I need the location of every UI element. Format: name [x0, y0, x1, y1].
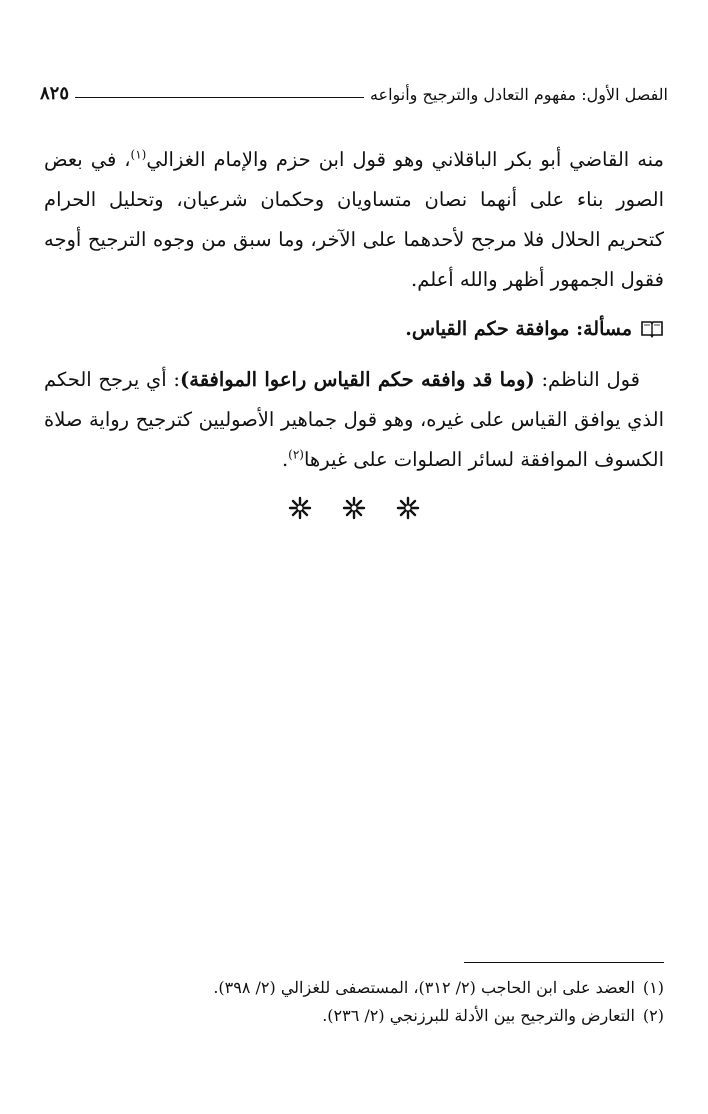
footnote-text: التعارض والترجيح بين الأدلة للبرزنجي (٢/ ٢٣٦).	[322, 1006, 635, 1025]
paragraph-2-text-a: : أي يرجح الحكم الذي يوافق القياس على غيره، وهو قول جماهير الأصوليين كترجيح رواية صلاة الكسوف الموافقة لسائر الصلوات على غيرها	[44, 368, 664, 471]
paragraph-1	[44, 140, 664, 300]
footnote-1	[44, 974, 664, 1002]
page-number: ٨٢٥	[40, 83, 70, 104]
open-book-icon	[640, 320, 664, 338]
section-heading-text: مسألة: موافقة حكم القياس.	[405, 318, 632, 340]
paragraph-2-text-b: .	[281, 448, 289, 471]
footnote-text: العضد على ابن الحاجب (٢/ ٣١٢)، المستصفى للغزالي (٢/ ٣٩٨).	[213, 978, 635, 997]
footnote-rule	[464, 962, 664, 963]
running-title: الفصل الأول: مفهوم التعادل والترجيح وأنواعه	[369, 85, 668, 104]
asterisk-flower-icon	[288, 496, 312, 520]
header-rule	[75, 97, 364, 98]
footnote-number: (٢)	[642, 1006, 664, 1025]
footnotes	[44, 974, 664, 1030]
paragraph-1-text-a: منه القاضي أبو بكر الباقلاني وهو قول ابن حزم والإمام الغزالي	[146, 148, 664, 171]
poem-quote: (وما قد وافقه حكم القياس راعوا الموافقة)	[180, 368, 535, 391]
asterisk-flower-icon	[342, 496, 366, 520]
running-head	[40, 76, 668, 104]
footnote-2	[44, 1002, 664, 1030]
paragraph-2	[44, 360, 664, 480]
paragraph-1-text-b: ، في بعض الصور بناء على أنهما نصان متساويان وحكمان شرعيان، وتحليل الحرام كتحريم الحلال فلا مرجح لأحدهما على الآخر، وما سبق من وجوه الترجيح أوجه فقول الجمهور أظهر والله أعلم.	[44, 148, 664, 291]
footnote-ref-2[interactable]: (٢)	[288, 447, 304, 462]
section-divider	[0, 496, 708, 520]
section-heading	[44, 318, 664, 340]
asterisk-flower-icon	[396, 496, 420, 520]
footnote-ref-1[interactable]: (١)	[130, 147, 147, 162]
paragraph-2-lead: قول الناظم:	[534, 368, 641, 391]
footnote-number: (١)	[642, 978, 664, 997]
